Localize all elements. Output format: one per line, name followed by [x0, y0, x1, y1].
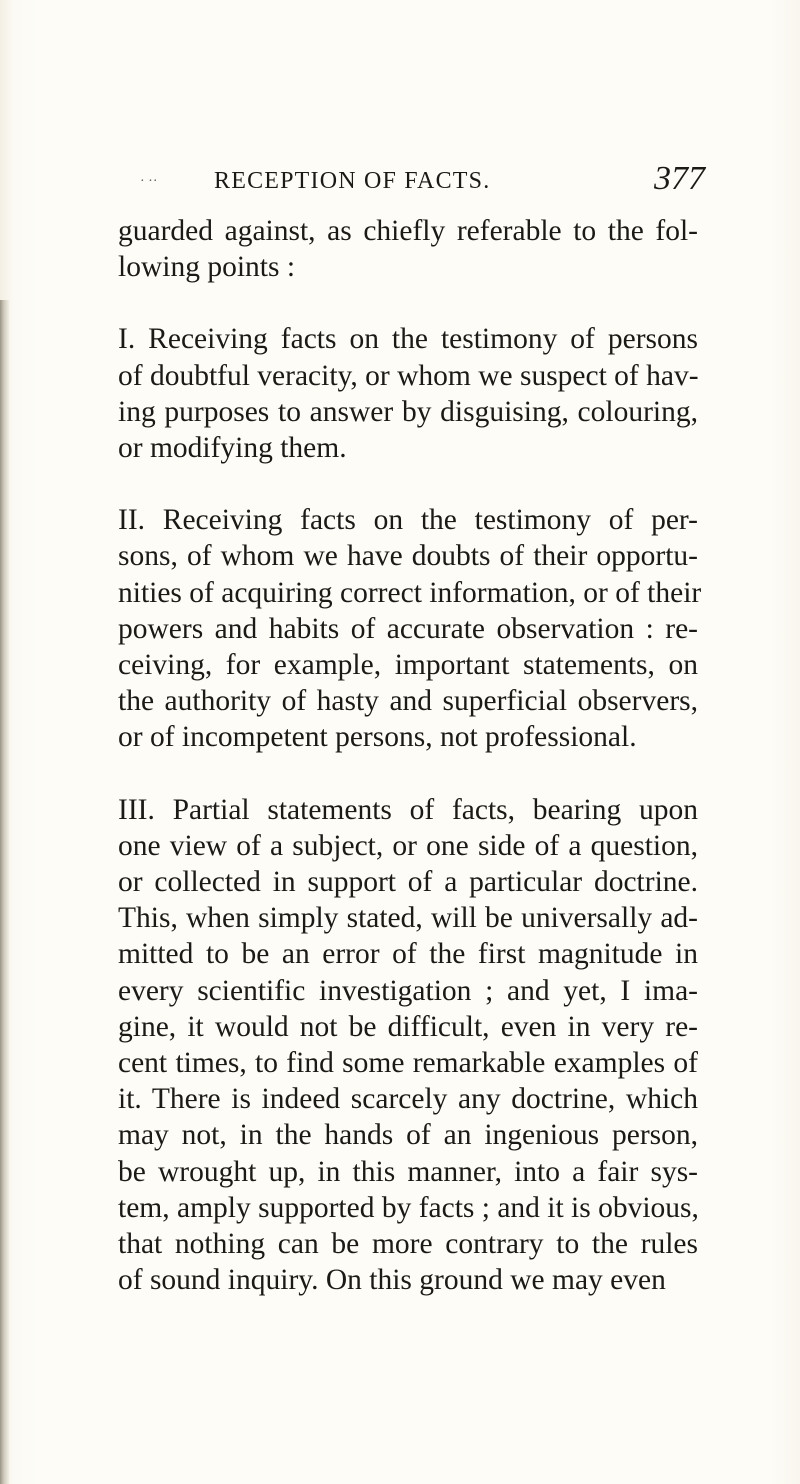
text-line: powers and habits of accurate observation : re-: [118, 612, 698, 645]
text-line: may not, in the hands of an ingenious person,: [118, 1119, 698, 1152]
paragraph-gap: [118, 466, 698, 502]
text-line: be wrought up, in this manner, into a fair sys-: [118, 1155, 698, 1188]
text-line: cent times, to find some remarkable examples of: [118, 1047, 698, 1080]
running-head: RECEPTION OF FACTS.: [214, 168, 491, 194]
paragraph-gap: [118, 285, 698, 321]
paragraph-gap: [118, 756, 698, 792]
text-line: II. Receiving facts on the testimony of per-: [118, 504, 698, 537]
stray-ink-mark: · ··: [140, 174, 158, 189]
body-text: [118, 213, 702, 1298]
paragraph: [118, 502, 702, 755]
text-line: it. There is indeed scarcely any doctrine, which: [118, 1083, 698, 1116]
text-line: lowing points :: [118, 251, 296, 284]
text-line: ing purposes to answer by disguising, colouring,: [118, 395, 698, 428]
text-line: one view of a subject, or one side of a question,: [118, 829, 698, 862]
text-line: of sound inquiry. On this ground we may even: [118, 1264, 666, 1297]
text-line: III. Partial statements of facts, bearing upon: [118, 793, 698, 826]
text-line: gine, it would not be difficult, even in very re-: [118, 1010, 698, 1043]
text-line: ceiving, for example, important statements, on: [118, 649, 698, 682]
text-line: or of incompetent persons, not professional.: [118, 721, 637, 754]
text-line: the authority of hasty and superficial observers,: [118, 685, 698, 718]
text-line: tem, amply supported by facts ; and it is obvious,: [118, 1191, 699, 1224]
text-line: sons, of whom we have doubts of their opportu-: [118, 540, 698, 573]
page-header: [0, 160, 800, 200]
paragraph: [118, 213, 698, 285]
text-line: guarded against, as chiefly referable to the fol-: [118, 215, 698, 247]
text-line: This, when simply stated, will be universally ad-: [118, 902, 698, 935]
paragraph: [118, 792, 698, 1299]
paragraph: [118, 321, 698, 466]
text-line: that nothing can be more contrary to the rules: [118, 1228, 698, 1261]
page-number: 377: [654, 160, 705, 197]
binding-gutter-shadow: [0, 300, 10, 1484]
text-line: or modifying them.: [118, 432, 347, 465]
text-line: mitted to be an error of the first magnitude in: [118, 938, 698, 971]
text-line: I. Receiving facts on the testimony of persons: [118, 323, 698, 356]
text-line: of doubtful veracity, or whom we suspect of hav-: [118, 359, 699, 392]
text-line: every scientific investigation ; and yet, I ima-: [118, 974, 698, 1007]
text-line: or collected in support of a particular doctrine.: [118, 866, 698, 899]
text-line: nities of acquiring correct information, or of their: [118, 576, 702, 609]
